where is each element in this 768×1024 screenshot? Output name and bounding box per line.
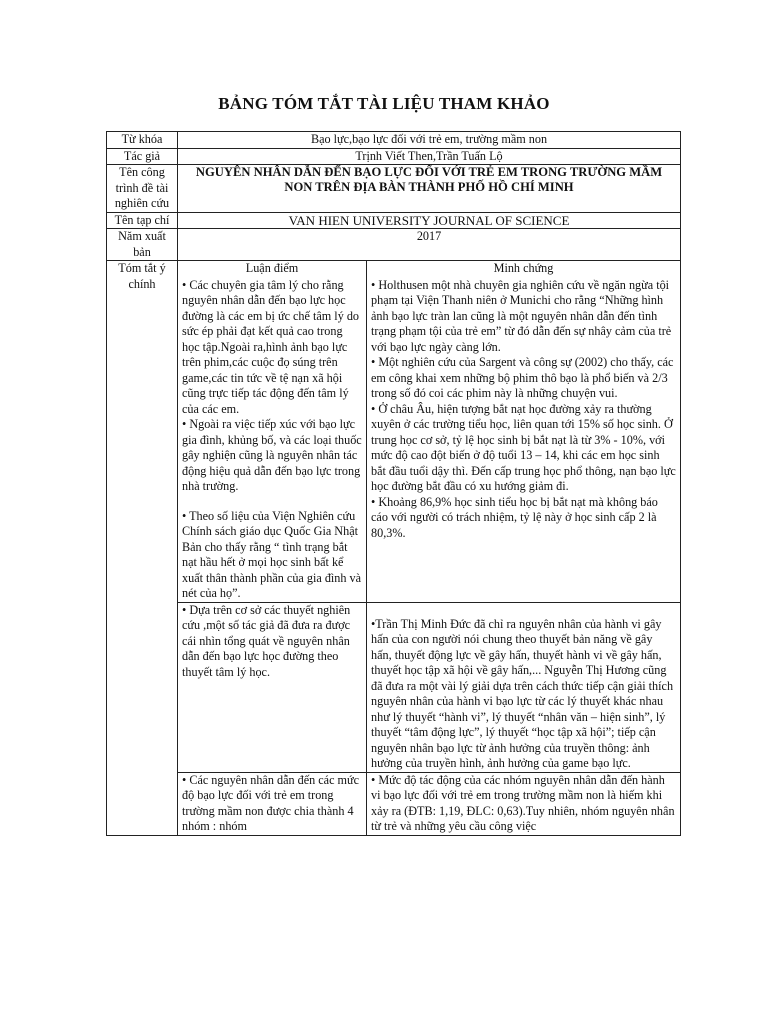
page-title: BẢNG TÓM TẮT TÀI LIỆU THAM KHẢO	[218, 94, 550, 113]
value-author: Trịnh Viết Then,Trần Tuấn Lộ	[178, 148, 681, 165]
value-year: 2017	[178, 229, 681, 261]
label-year: Năm xuất bản	[107, 229, 178, 261]
row-summary-theory	[107, 602, 681, 772]
row-work-title	[107, 165, 681, 213]
argument-item: • Dựa trên cơ sở các thuyết nghiên cứu ,một số tác giả đã đưa ra được cái nhìn tổng quát về nguyên nhân dẫn đến bạo lực học đường theo thuyết tâm lý học.	[182, 602, 351, 679]
value-journal: VAN HIEN UNIVERSITY JOURNAL OF SCIENCE	[178, 212, 681, 229]
evidence-item: • Ở châu Âu, hiện tượng bắt nạt học đường xảy ra thường xuyên ở các trường tiểu học, liên quan tới 15% số học sinh. Ở trung học cơ sở, tỷ lệ học sinh bị bắt nạt là từ 3% - 10%, với mức độ cao đột biến ở độ tuổi 13 – 14, khi các em học sinh bắt đầu tuổi dậy thì. Đến cấp trung học phổ thông, nạn bạo lực học đường bắt đầu có xu hướng giảm đi.	[371, 401, 676, 493]
evidence-column	[367, 261, 681, 603]
arguments-header: Luận điểm	[245, 261, 299, 275]
label-summary: Tóm tắt ý chính	[107, 261, 178, 836]
evidence-item: • Holthusen một nhà chuyên gia nghiên cứu về ngăn ngừa tội phạm tại Viện Thanh niên ở Munichi cho rằng “Những hình ảnh bạo lực tràn lan cũng là một nguyên nhân dẫn đến tình trạng phạm tội của trẻ em” từ đó dẫn đến sự nhây cảm của trẻ với bạo lực ngày càng lớn.	[371, 277, 672, 354]
label-author: Tác giả	[107, 148, 178, 165]
row-keywords	[107, 132, 681, 149]
reference-summary-table	[106, 131, 681, 836]
evidence-cell	[367, 772, 681, 835]
value-keywords: Bạo lực,bạo lực đối với trẻ em, trường mầm non	[178, 132, 681, 149]
row-summary-header	[107, 261, 681, 603]
label-journal: Tên tạp chí	[107, 212, 178, 229]
row-journal	[107, 212, 681, 229]
row-author	[107, 148, 681, 165]
value-work-title: NGUYÊN NHÂN DẪN ĐẾN BẠO LỰC ĐỐI VỚI TRẺ EM TRONG TRƯỜNG MẦM NON TRÊN ĐỊA BÀN THÀNH PHỐ HỒ CHÍ MINH	[178, 165, 681, 213]
row-summary-levels	[107, 772, 681, 835]
evidence-item: • Mức độ tác động của các nhóm nguyên nhân dẫn đến hành vi bạo lực đối với trẻ em trong trường mầm non là hiếm khi xảy ra (ĐTB: 1,19, ĐLC: 0,63).Tuy nhiên, nhóm nguyên nhân từ trẻ và những yêu cầu công việc	[371, 772, 675, 833]
evidence-item: • Một nghiên cứu của Sargent và công sự (2002) cho thấy, các em công khai xem những bộ phim thô bạo là phổ biến và 2/3 trong số đó coi các phim này là những chuyện vui.	[371, 355, 674, 400]
row-year	[107, 229, 681, 261]
evidence-item: •Trần Thị Minh Đức đã chỉ ra nguyên nhân của hành vi gây hấn của con người nói chung theo thuyết bản năng về gây hấn, thuyết động lực về gây hấn, thuyết hành vi về gây hấn, thuyết học tập xã hội về gây hấn,... Nguyễn Thị Hương cũng đã đưa ra một vài lý giải dựa trên cách thức tiếp cận giải thích nguyên nhân của hành vi bạo lực từ các lý thuyết khác nhau như lý thuyết “hành vi”, lý thuyết “nhân văn – hiện sinh”, lý thuyết “tâm động lực”, lý thuyết “học tập xã hội”; tiếp cận nguyên nhân bạo lực từ ảnh hưởng của truyền thông: ảnh hưởng của truyền hình, ảnh hưởng của game bạo lực.	[371, 616, 674, 770]
argument-item: • Ngoài ra việc tiếp xúc với bạo lực gia đình, khủng bố, và các loại thuốc gây nghiện cũng là nguyên nhân tác động hiệu quả dẫn đến bạo lực trong nhà trường.	[182, 417, 362, 493]
arguments-cell	[178, 602, 367, 772]
evidence-header: Minh chứng	[493, 261, 554, 275]
arguments-column	[178, 261, 367, 603]
arguments-cell	[178, 772, 367, 835]
evidence-item: • Khoảng 86,9% học sinh tiểu học bị bắt nạt mà không báo cáo với người có trách nhiệm, tỷ lệ này ở học sinh cấp 2 là 80,3%.	[371, 494, 658, 540]
argument-item: • Các nguyên nhân dẫn đến các mức độ bạo lực đối với trẻ em trong trường mầm non được chia thành 4 nhóm : nhóm	[182, 772, 360, 833]
evidence-cell	[367, 602, 681, 772]
argument-item: • Các chuyên gia tâm lý cho rằng nguyên nhân dẫn đến bạo lực học đường là các em bị ức chế tâm lý do sức ép phải đạt kết quả cao trong học tập.Ngoài ra,hình ảnh bạo lực trên phim,các cuộc đọ súng trên game,các tin tức về tệ nạn xã hội cũng trực tiếp tác động đến tâm lý của các em.	[182, 277, 360, 416]
label-keywords: Từ khóa	[107, 132, 178, 149]
label-work-title: Tên công trình đề tài nghiên cứu	[107, 165, 178, 213]
argument-item: • Theo số liệu của Viện Nghiên cứu Chính sách giáo dục Quốc Gia Nhật Bản cho thấy rằng “ tình trạng bắt nạt hầu hết ở mọi học sinh bất kể xuất thân thành phần của gia đình và nét của họ”.	[182, 508, 362, 600]
